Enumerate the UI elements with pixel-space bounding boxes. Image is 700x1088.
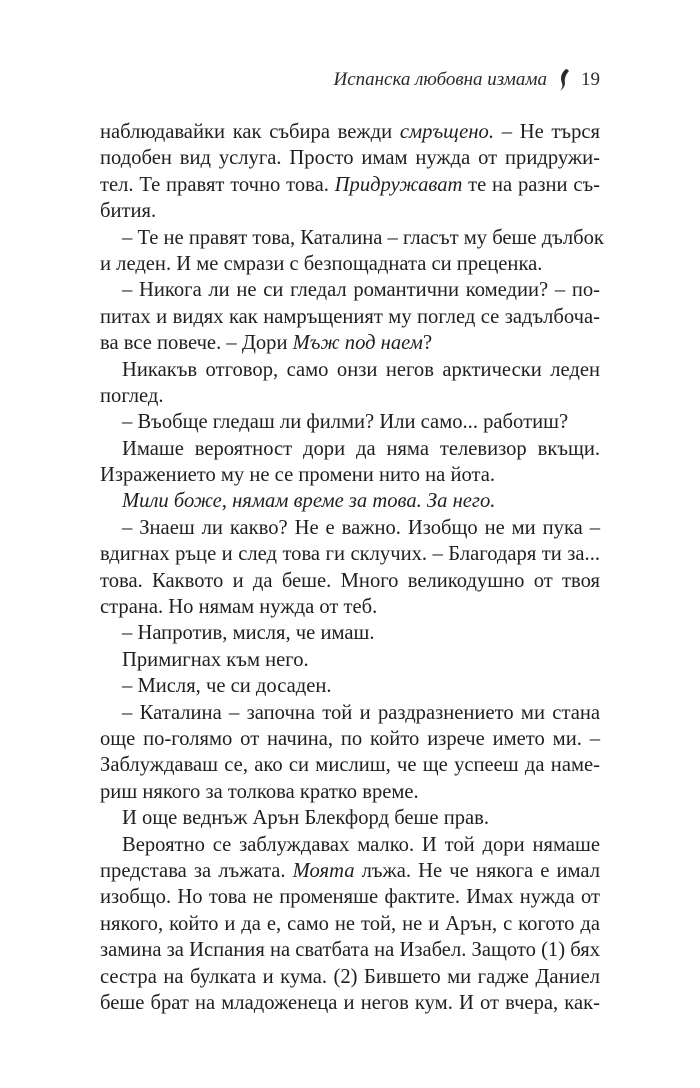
- text-run: бития.: [100, 200, 157, 223]
- text-line: [100, 383, 600, 409]
- text-run: подобен вид услуга. Просто имам нужда от придружи-: [100, 147, 600, 170]
- text-line: [100, 409, 600, 435]
- italic-run: Мъж под наем: [292, 332, 423, 355]
- text-line: [100, 594, 600, 620]
- text-line: [100, 172, 600, 198]
- text-line: [100, 436, 600, 462]
- text-line: [100, 462, 600, 488]
- text-run: Изражението му не се промени нито на йота.: [100, 464, 496, 487]
- text-run: – Каталина – започна той и раздразнението ми стана: [122, 701, 600, 724]
- text-run: риш някого за толкова кратко време.: [100, 780, 419, 803]
- body-text: [100, 119, 604, 1016]
- text-run: ва все повече. – Дори: [100, 332, 293, 355]
- text-line: [100, 964, 600, 990]
- text-line: [100, 752, 600, 778]
- text-run: и леден. И ме смрази с безпощадната си преценка.: [100, 252, 543, 275]
- text-run: лъжа. Не че някога е имал: [354, 859, 600, 882]
- text-line: [100, 779, 600, 805]
- page-number: 19: [581, 69, 600, 90]
- text-line: [100, 700, 600, 726]
- text-run: Примигнах към него.: [122, 648, 309, 671]
- text-line: [100, 726, 600, 752]
- text-run: замина за Испания на сватбата на Изабел. Защото (1) бях: [100, 939, 600, 962]
- text-line: [100, 911, 600, 937]
- text-run: – Въобще гледаш ли филми? Или само... работиш?: [122, 411, 569, 434]
- text-line: [100, 647, 600, 673]
- text-line: [100, 990, 600, 1016]
- text-run: – Мисля, че си досаден.: [122, 675, 332, 698]
- text-run: беше брат на младоженеца и негов кум. И от вчера, как-: [100, 991, 600, 1014]
- italic-run: смръщено.: [399, 121, 494, 143]
- italic-run: Мили боже, нямам време за това. За него.: [122, 490, 496, 513]
- text-run: ?: [422, 332, 433, 355]
- text-line: [100, 145, 600, 171]
- text-line: [100, 357, 600, 383]
- text-line: [100, 673, 600, 699]
- text-run: поглед.: [100, 384, 164, 407]
- text-run: тел. Те правят точно това.: [100, 173, 335, 196]
- text-line: [100, 515, 600, 541]
- italic-run: Моята: [292, 859, 355, 882]
- text-run: представа за лъжата.: [100, 859, 293, 882]
- text-line: [100, 304, 600, 330]
- text-line: [100, 858, 600, 884]
- text-line: [100, 119, 600, 145]
- text-line: [100, 884, 600, 910]
- text-run: сестра на булката и кума. (2) Бившето ми гадже Даниел: [100, 965, 600, 988]
- text-run: страна. Но нямам нужда от теб.: [100, 596, 378, 619]
- text-run: Никакъв отговор, само онзи негов арктически леден: [122, 358, 600, 381]
- text-run: Заблуждаваш се, ако си мислиш, че ще успееш да наме-: [100, 754, 600, 777]
- text-run: изобщо. Но това не променяше фактите. Имах нужда от: [100, 886, 600, 909]
- text-run: – Никога ли не си гледал романтични комедии? – по-: [122, 279, 600, 302]
- text-run: това. Каквото и да беше. Много великодушно от твоя: [100, 569, 600, 592]
- text-line: [100, 541, 600, 567]
- book-title: Испанска любовна измама: [333, 69, 547, 90]
- text-run: – Напротив, мисля, че имаш.: [122, 622, 375, 645]
- italic-run: Придружават: [334, 173, 463, 196]
- text-run: те на разни съ-: [462, 173, 600, 196]
- text-line: [100, 805, 600, 831]
- quill-ornament-icon: [557, 68, 571, 92]
- text-line: [100, 620, 600, 646]
- text-line: [100, 937, 600, 963]
- text-line: [100, 251, 600, 277]
- text-run: Имаше вероятност дори да няма телевизор вкъщи.: [122, 437, 600, 460]
- text-run: И още веднъж Арън Блекфорд беше прав.: [122, 807, 490, 830]
- text-line: [100, 225, 604, 251]
- text-run: – Те не правят това, Каталина – гласът му беше дълбок: [122, 226, 604, 249]
- text-run: – Не търся: [494, 121, 600, 143]
- running-header: [333, 68, 600, 92]
- text-line: [100, 277, 600, 303]
- text-run: Вероятно се заблуждавах малко. И той дори нямаше: [122, 833, 600, 856]
- text-run: вдигнах ръце и след това ги склучих. – Благодаря ти за...: [100, 543, 600, 566]
- text-line: [100, 568, 600, 594]
- text-run: още по-голямо от начина, по който изрече името ми. –: [100, 727, 600, 750]
- text-line: [100, 832, 600, 858]
- text-line: [100, 198, 600, 224]
- text-line: [100, 330, 600, 356]
- text-run: – Знаеш ли какво? Не е важно. Изобщо не ми пука –: [122, 516, 600, 539]
- text-run: някого, който и да е, само не той, не и Арън, с когото да: [100, 912, 600, 935]
- text-line: [100, 488, 600, 514]
- text-run: питах и видях как намръщеният му поглед се задълбоча-: [100, 305, 600, 328]
- text-run: наблюдавайки как събира вежди: [100, 121, 400, 143]
